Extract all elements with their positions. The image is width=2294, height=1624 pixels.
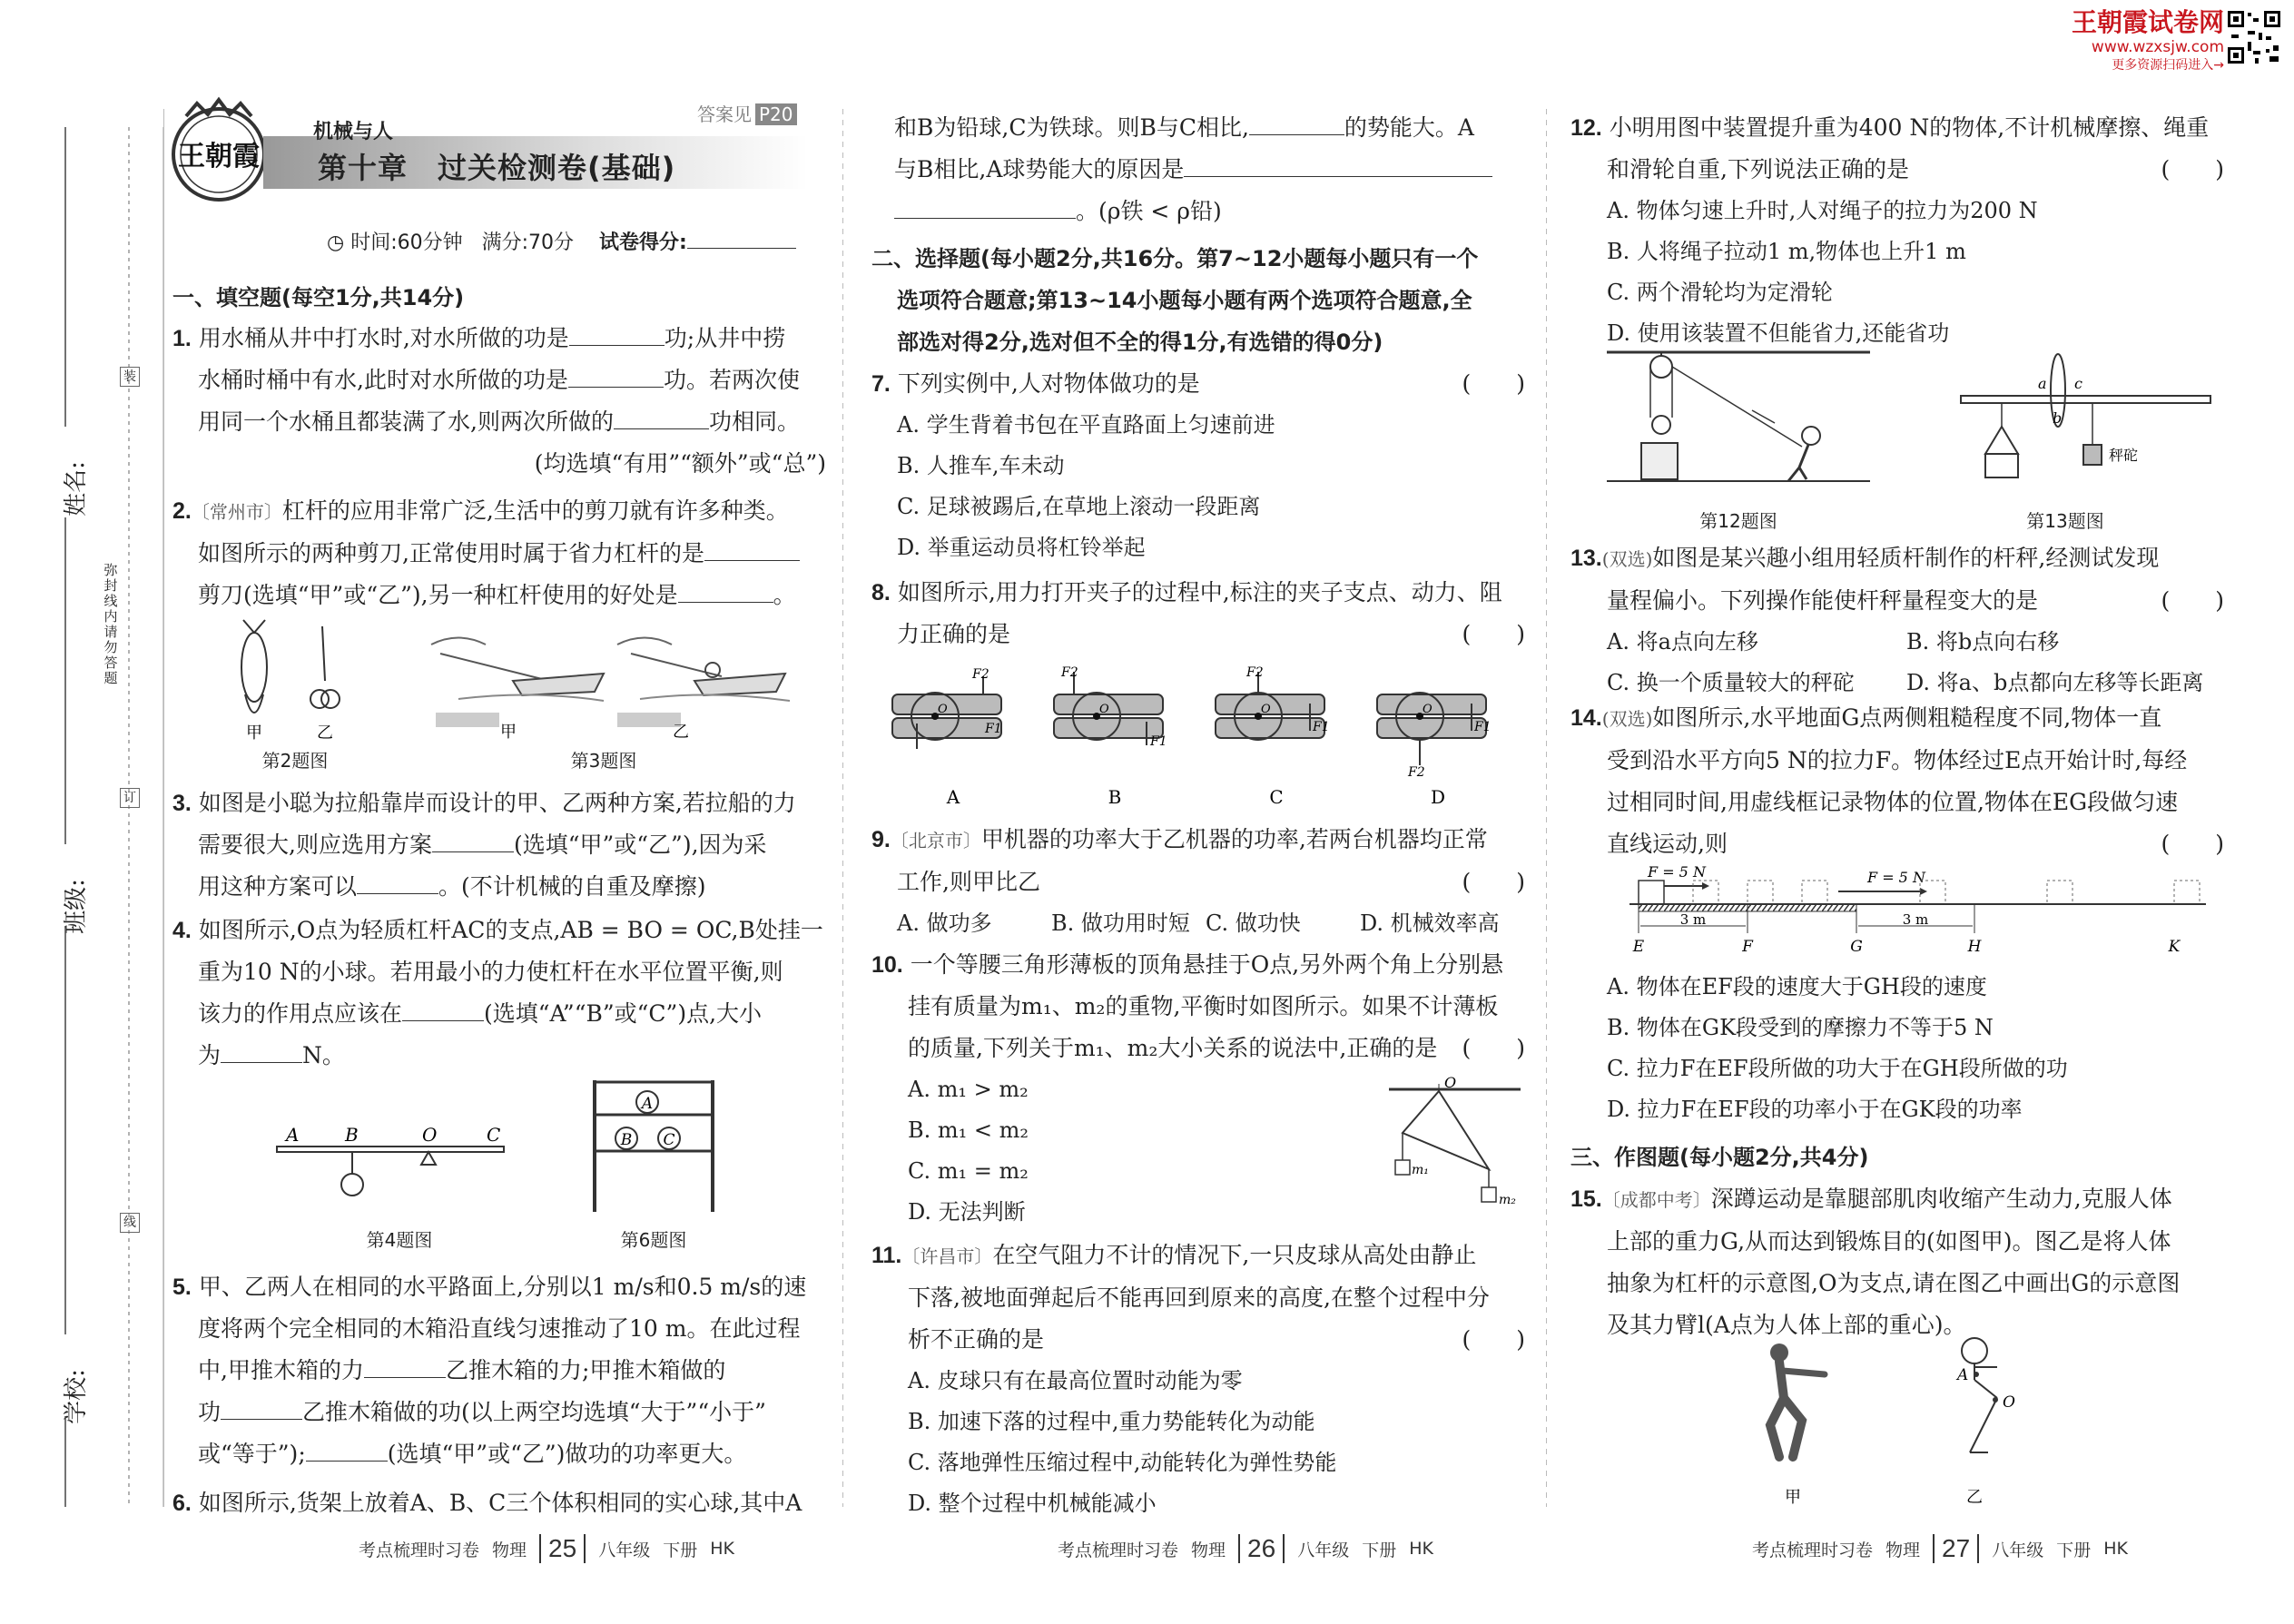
q11-option-c[interactable]: C. 落地弹性压缩过程中,动能转化为弹性势能 bbox=[908, 1450, 1337, 1475]
page-number: 25 bbox=[539, 1534, 586, 1563]
name-label: 姓名: bbox=[62, 461, 90, 517]
q2-source-tag: 〔常州市〕 bbox=[191, 501, 282, 523]
figure-6-shelf bbox=[586, 1080, 722, 1216]
fig6-C: C bbox=[663, 1131, 675, 1149]
fig4-C: C bbox=[487, 1124, 501, 1146]
q15-source-tag: 〔成都中考〕 bbox=[1601, 1189, 1711, 1211]
fig14-dist-2: 3 m bbox=[1902, 911, 1929, 928]
svg-text:F1: F1 bbox=[1474, 720, 1492, 734]
answer-page-badge[interactable]: P20 bbox=[755, 103, 797, 125]
fig15-O: O bbox=[2003, 1393, 2015, 1412]
question-8: 8. 如图所示,用力打开夹子的过程中,标注的夹子支点、动力、阻 力正确的是 ( ) bbox=[871, 572, 1525, 655]
q13-option-b[interactable]: B. 将b点向右移 bbox=[1906, 629, 2060, 655]
q7-answer-slot[interactable]: ( ) bbox=[1462, 370, 1525, 397]
seal-mark-2: 订 bbox=[120, 788, 140, 808]
svg-text:C: C bbox=[1269, 786, 1284, 808]
q11-source-tag: 〔许昌市〕 bbox=[901, 1245, 993, 1267]
question-14-options bbox=[1570, 967, 2224, 1130]
full-score: 满分:70分 bbox=[481, 231, 575, 254]
q14-option-b[interactable]: B. 物体在GK段受到的摩擦力不等于5 N bbox=[1607, 1015, 1994, 1040]
fig14-force-2: F = 5 N bbox=[1867, 869, 1925, 886]
page-number: 26 bbox=[1238, 1534, 1285, 1563]
q10-option-a[interactable]: A. m₁ > m₂ bbox=[908, 1077, 1029, 1102]
question-12: 12. 小明用图中装置提升重为400 N的物体,不计机械摩擦、绳重 和滑轮自重,下列说法正确的是 ( ) A. 物体匀速上升时,人对绳子的拉力为200 N B. 人将绳子拉动1 m,物体也上升1 m C. 两个滑轮均为定滑轮 D. 使用该装置不但能省力,还能省功 bbox=[1570, 107, 2224, 354]
section-1-title: 一、填空题(每空1分,共14分) bbox=[172, 285, 465, 310]
fig6-A: A bbox=[641, 1095, 654, 1113]
question-14: 14.(双选)如图所示,水平地面G点两侧粗糙程度不同,物体一直 受到沿水平方向5 N的拉力F。物体经过E点开始计时,每经 过相同时间,用虚线框记录物体的位置,物体在EG段做匀速 直线运动,则 ( ) bbox=[1570, 697, 2224, 865]
question-9: 9.〔北京市〕甲机器的功率大于乙机器的功率,若两台机器均正常 工作,则甲比乙 ( ) A. 做功多 B. 做功用时短 C. 做功快 D. 机械效率高 bbox=[871, 819, 1525, 944]
exam-meta bbox=[327, 227, 796, 255]
fig14-E: E bbox=[1632, 938, 1645, 956]
clip-option-c bbox=[1216, 665, 1330, 808]
q10-option-c[interactable]: C. m₁ = m₂ bbox=[908, 1158, 1029, 1184]
q12-option-d[interactable]: D. 使用该装置不但能省力,还能省功 bbox=[1607, 320, 1950, 346]
svg-text:F2: F2 bbox=[1246, 665, 1264, 680]
fig13-weight: 秤砣 bbox=[2109, 447, 2139, 464]
q9-option-c[interactable]: C. 做功快 bbox=[1206, 910, 1301, 936]
q10-option-b[interactable]: B. m₁ < m₂ bbox=[908, 1117, 1029, 1143]
svg-text:O: O bbox=[1423, 703, 1433, 716]
fig15-label-a: 甲 bbox=[1785, 1488, 1801, 1507]
svg-text:O: O bbox=[1099, 703, 1109, 716]
question-15: 15.〔成都中考〕深蹲运动是靠腿部肌肉收缩产生动力,克服人体 上部的重力G,从而达到锻炼目的(如图甲)。图乙是将人体 抽象为杠杆的示意图,O为支点,请在图乙中画出G的示意图 及其力臂l(A点为人体上部的重心)。 bbox=[1570, 1186, 2181, 1338]
q14-tag: (双选) bbox=[1601, 708, 1653, 730]
svg-text:F2: F2 bbox=[1408, 765, 1425, 780]
figure-8-clips[interactable] bbox=[885, 665, 1492, 808]
left-margin-rule bbox=[163, 109, 164, 1507]
q9-source-tag: 〔北京市〕 bbox=[890, 830, 981, 851]
q9-answer-slot[interactable]: ( ) bbox=[1462, 869, 1525, 895]
q12-option-b[interactable]: B. 人将绳子拉动1 m,物体也上升1 m bbox=[1607, 239, 1966, 264]
footer-page-26: 考点梳理时习卷 物理 26 八年级 下册 HK bbox=[1058, 1534, 1433, 1562]
brand-url[interactable]: www.wzxsjw.com bbox=[2091, 38, 2224, 56]
q7-option-c[interactable]: C. 足球被踢后,在草地上滚动一段距离 bbox=[897, 494, 1261, 519]
figure-15-squat bbox=[1743, 1334, 2052, 1516]
fig3-label-a: 甲 bbox=[500, 723, 517, 742]
fig3-label-b: 乙 bbox=[673, 723, 689, 742]
column-divider-1 bbox=[842, 109, 843, 1507]
fig13-a: a bbox=[2038, 375, 2047, 392]
question-6-part1: 6. 如图所示,货架上放着A、B、C三个体积相同的实心球,其中A bbox=[172, 1490, 802, 1516]
q13-tag: (双选) bbox=[1601, 548, 1653, 570]
answer-ref-label: 答案见 bbox=[697, 103, 752, 125]
fig6-B: B bbox=[620, 1131, 633, 1149]
svg-text:F2: F2 bbox=[972, 667, 989, 682]
q9-option-a[interactable]: A. 做功多 bbox=[897, 910, 992, 936]
seal-warning: 弥封线内请勿答题 bbox=[103, 562, 118, 686]
q5-blank-3[interactable] bbox=[306, 1461, 388, 1462]
question-7: 7. 下列实例中,人对物体做功的是 ( ) A. 学生背着书包在平直路面上匀速前进 B. 人推车,车未动 C. 足球被踢后,在草地上滚动一段距离 D. 举重运动员将杠铃举起 bbox=[871, 363, 1525, 568]
seal-mark-1: 装 bbox=[120, 367, 140, 387]
q6-blank-1[interactable] bbox=[1249, 134, 1344, 135]
logo-text: 王朝霞 bbox=[178, 141, 260, 172]
figure-3-boats bbox=[422, 626, 803, 740]
footer-page-25: 考点梳理时习卷 物理 25 八年级 下册 HK bbox=[359, 1534, 734, 1562]
q12-option-a[interactable]: A. 物体匀速上升时,人对绳子的拉力为200 N bbox=[1607, 198, 2038, 223]
fig14-K: K bbox=[2168, 938, 2181, 956]
fig15-A: A bbox=[1957, 1366, 1969, 1384]
fig15-label-b: 乙 bbox=[1966, 1488, 1983, 1507]
fig10-m2: m₂ bbox=[1499, 1193, 1516, 1207]
q2-blank-1[interactable] bbox=[704, 560, 800, 561]
time-limit: 时间:60分钟 bbox=[350, 231, 463, 254]
figure-10-triangle bbox=[1384, 1074, 1530, 1215]
q12-answer-slot[interactable]: ( ) bbox=[2161, 156, 2224, 182]
q11-answer-slot[interactable]: ( ) bbox=[1462, 1326, 1525, 1353]
question-6-part2: 和B为铅球,C为铁球。则B与C相比, 的势能大。A 与B相比,A球势能大的原因是 。(ρ铁 < ρ铅) bbox=[894, 107, 1530, 232]
q9-option-b[interactable]: B. 做功用时短 bbox=[1051, 910, 1190, 936]
question-4: 4. 如图所示,O点为轻质杠杆AC的支点,AB = BO = OC,B处挂一 重为10 N的小球。若用最小的力使杠杆在水平位置平衡,则 该力的作用点应该在 (选填“A”“B”或“C”)点,大小 为 N。 bbox=[172, 917, 823, 1068]
fig2-label-a: 甲 bbox=[246, 723, 262, 743]
score-field-label: 试卷得分: bbox=[599, 231, 687, 254]
footer-page-27: 考点梳理时习卷 物理 27 八年级 下册 HK bbox=[1752, 1534, 2128, 1562]
section-2-title: 二、选择题(每小题2分,共16分。第7~12小题每小题只有一个 选项符合题意;第13~14小题每小题有两个选项符合题意,全 部选对得2分,选对但不全的得1分,有选错的得0分) bbox=[871, 246, 1479, 355]
q9-option-d[interactable]: D. 机械效率高 bbox=[1360, 910, 1500, 936]
figure-14-track bbox=[1620, 861, 2210, 962]
clip-option-a bbox=[892, 667, 1002, 808]
fig14-force-1: F = 5 N bbox=[1648, 863, 1706, 881]
clip-option-d bbox=[1377, 693, 1492, 808]
fig10-m1: m₁ bbox=[1412, 1163, 1429, 1177]
q12-option-c[interactable]: C. 两个滑轮均为定滑轮 bbox=[1607, 280, 1833, 305]
brand-hint: 更多资源扫码进入→ bbox=[2112, 58, 2224, 73]
svg-text:F2: F2 bbox=[1061, 665, 1078, 680]
score-field[interactable] bbox=[687, 248, 796, 249]
svg-text:B: B bbox=[1108, 786, 1122, 808]
figure-4-lever bbox=[272, 1121, 508, 1212]
seal-mark-3: 线 bbox=[120, 1213, 140, 1233]
svg-text:A: A bbox=[946, 786, 960, 808]
fig14-G: G bbox=[1850, 938, 1863, 956]
school-label: 学校: bbox=[62, 1369, 90, 1424]
q14-option-a[interactable]: A. 物体在EF段的速度大于GH段的速度 bbox=[1607, 974, 1987, 999]
svg-text:F1: F1 bbox=[1313, 720, 1330, 734]
q3-blank-1[interactable] bbox=[432, 851, 514, 852]
fig14-dist-1: 3 m bbox=[1679, 911, 1707, 928]
q10-option-d[interactable]: D. 无法判断 bbox=[908, 1199, 1026, 1225]
column-divider-2 bbox=[1546, 109, 1547, 1507]
clock-icon: ◷ bbox=[327, 231, 345, 254]
q13-answer-slot[interactable]: ( ) bbox=[2161, 587, 2224, 614]
class-label: 班级: bbox=[62, 879, 90, 934]
q7-option-d[interactable]: D. 举重运动员将杠铃举起 bbox=[897, 535, 1146, 560]
q7-option-b[interactable]: B. 人推车,车未动 bbox=[897, 453, 1065, 478]
q13-option-a[interactable]: A. 将a点向左移 bbox=[1607, 629, 1758, 655]
figure-12-pulley bbox=[1607, 345, 1870, 499]
fig4-A: A bbox=[286, 1124, 300, 1146]
q1-blank-3[interactable] bbox=[614, 428, 709, 429]
figure-12-caption: 第12题图 bbox=[1699, 510, 1777, 532]
fig14-H: H bbox=[1967, 938, 1982, 956]
q5-blank-2[interactable] bbox=[221, 1419, 302, 1420]
svg-text:F1: F1 bbox=[1150, 734, 1167, 749]
q14-answer-slot[interactable]: ( ) bbox=[2161, 831, 2224, 857]
question-13: 13.(双选)如图是某兴趣小组用轻质杆制作的杆秤,经测试发现 量程偏小。下列操作能使杆秤量程变大的是 ( ) A. 将a点向左移 B. 将b点向右移 C. 换一个质量较大的秤砣 D. 将a、b点都向左移等长距离 bbox=[1570, 537, 2224, 704]
figure-13-caption: 第13题图 bbox=[2026, 510, 2104, 532]
chapter-unit: 机械与人 bbox=[313, 121, 394, 143]
fig13-b: b bbox=[2053, 409, 2063, 427]
question-3: 3. 如图是小聪为拉船靠岸而设计的甲、乙两种方案,若拉船的力 需要很大,则应选用方案 (选填“甲”或“乙”),因为采 用这种方案可以 。(不计机械的自重及摩擦) bbox=[172, 790, 796, 900]
page-title: 第十章 过关检测卷(基础) bbox=[318, 151, 676, 185]
q3-blank-2[interactable] bbox=[357, 893, 438, 894]
q4-blank-1[interactable] bbox=[402, 1020, 484, 1021]
figure-6-caption: 第6题图 bbox=[620, 1229, 687, 1251]
figure-2-scissors bbox=[218, 622, 381, 743]
fig4-B: B bbox=[345, 1124, 359, 1146]
question-2: 2.〔常州市〕杠杆的应用非常广泛,生活中的剪刀就有许多种类。 如图所示的两种剪刀,正常使用时属于省力杠杆的是 剪刀(选填“甲”或“乙”),另一种杠杆使用的好处是 。 bbox=[172, 490, 826, 616]
q4-blank-2[interactable] bbox=[221, 1062, 302, 1063]
q13-option-d[interactable]: D. 将a、b点都向左移等长距离 bbox=[1906, 670, 2204, 695]
q7-option-a[interactable]: A. 学生背着书包在平直路面上匀速前进 bbox=[897, 412, 1275, 438]
clip-option-b bbox=[1054, 665, 1167, 808]
fig14-F: F bbox=[1742, 938, 1753, 956]
svg-text:F1: F1 bbox=[985, 722, 1002, 736]
q14-option-d[interactable]: D. 拉力F在EF段的功率小于在GK段的功率 bbox=[1607, 1097, 2023, 1122]
fig13-c: c bbox=[2074, 375, 2082, 392]
q5-blank-1[interactable] bbox=[364, 1377, 446, 1378]
brand-name: 王朝霞试卷网 bbox=[2071, 7, 2224, 37]
q10-answer-slot[interactable]: ( ) bbox=[1462, 1035, 1525, 1061]
q11-option-d[interactable]: D. 整个过程中机械能减小 bbox=[908, 1491, 1157, 1516]
q6-blank-2-cont[interactable] bbox=[894, 218, 1076, 219]
section-3-title: 三、作图题(每小题2分,共4分) bbox=[1570, 1145, 1869, 1170]
svg-text:D: D bbox=[1430, 786, 1446, 808]
qr-code-icon[interactable] bbox=[2226, 9, 2282, 65]
q6-blank-2[interactable] bbox=[1184, 176, 1492, 177]
brand-block bbox=[1988, 7, 2224, 74]
fig2-label-b: 乙 bbox=[317, 723, 333, 743]
fig10-O: O bbox=[1444, 1074, 1457, 1091]
q1-blank-1[interactable] bbox=[569, 345, 665, 346]
figure-3-caption: 第3题图 bbox=[570, 750, 637, 772]
question-11: 11.〔许昌市〕在空气阻力不计的情况下,一只皮球从高处由静止 下落,被地面弹起后不能再回到原来的高度,在整个过程中分 析不正确的是 ( ) A. 皮球只有在最高位置时动能为零 B. 加速下落的过程中,重力势能转化为动能 C. 落地弹性压缩过程中,动能转化为弹性势能 D. 整个过程中机械能减小 bbox=[871, 1235, 1525, 1524]
svg-text:O: O bbox=[1261, 703, 1271, 716]
q11-option-a[interactable]: A. 皮球只有在最高位置时动能为零 bbox=[908, 1368, 1243, 1393]
question-10: 10. 一个等腰三角形薄板的顶角悬挂于O点,另外两个角上分别悬 挂有质量为m₁、m₂的重物,平衡时如图所示。如果不计薄板 的质量,下列关于m₁、m₂大小关系的说法中,正确的是 ( ) A. m₁ > m₂ B. m₁ < m₂ C. m₁ = m₂ D. 无法判断 bbox=[871, 944, 1525, 1233]
q2-blank-2[interactable] bbox=[678, 602, 773, 603]
figure-2-caption: 第2题图 bbox=[261, 750, 329, 772]
svg-text:O: O bbox=[938, 703, 948, 716]
q8-answer-slot[interactable]: ( ) bbox=[1462, 621, 1525, 647]
figure-4-caption: 第4题图 bbox=[366, 1229, 433, 1251]
q1-blank-2[interactable] bbox=[568, 387, 664, 388]
q13-option-c[interactable]: C. 换一个质量较大的秤砣 bbox=[1607, 670, 1855, 695]
figure-13-steelyard bbox=[1956, 354, 2215, 490]
question-5: 5. 甲、乙两人在相同的水平路面上,分别以1 m/s和0.5 m/s的速 度将两个完全相同的木箱沿直线匀速推动了10 m。在此过程 中,甲推木箱的力 乙推木箱的力;甲推木箱做的 功 乙推木箱做的功(以上两空均选填“大于”“小于” 或“等于”); (选填“甲”或“乙”)做功的功率更大。 bbox=[172, 1274, 807, 1467]
question-1: 1. 用水桶从井中打水时,对水所做的功是 功;从井中捞 水桶时桶中有水,此时对水所做的功是 功。若两次使 用同一个水桶且都装满了水,则两次所做的 功相同。 (均选填“有用”“额外”或“总”) bbox=[172, 325, 826, 477]
answer-ref bbox=[697, 100, 797, 126]
fig4-O: O bbox=[422, 1124, 438, 1146]
page-number: 27 bbox=[1933, 1534, 1979, 1563]
binding-lines bbox=[54, 127, 145, 1507]
q14-option-c[interactable]: C. 拉力F在EF段所做的功大于在GH段所做的功 bbox=[1607, 1056, 2068, 1081]
q11-option-b[interactable]: B. 加速下落的过程中,重力势能转化为动能 bbox=[908, 1409, 1315, 1434]
